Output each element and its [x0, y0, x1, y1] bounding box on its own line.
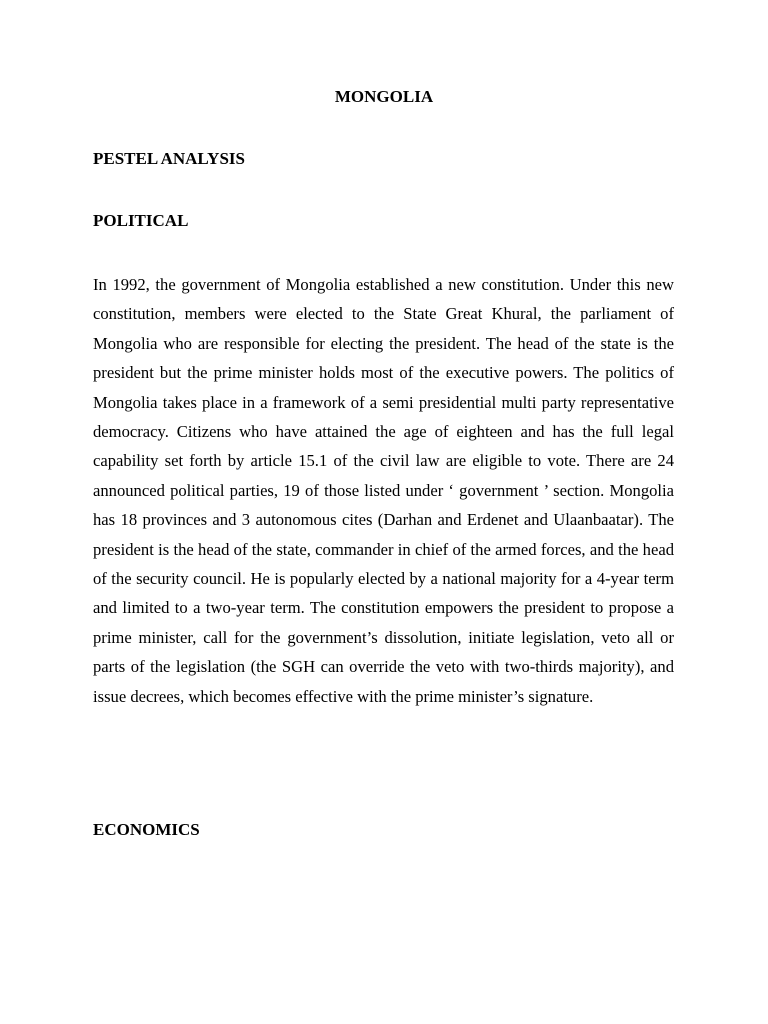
- document-title: MONGOLIA: [334, 87, 434, 106]
- political-paragraph: In 1992, the government of Mongolia established a new constitution. Under this new constitution, members were elected to the State Great Khural, the parliament of Mongolia who are responsible for electing the president. The head of the state is the president but the prime minister holds most of the executive powers. The politics of Mongolia takes place in a framework of a semi presidential multi party representative democracy. Citizens who have attained the age of eighteen and has the full legal capability set forth by article 15.1 of the civil law are eligible to vote. There are 24 announced political parties, 19 of those listed under ‘ government ’ section. Mongolia has 18 provinces and 3 autonomous cites (Darhan and Erdenet and Ulaanbaatar). The president is the head of the state, commander in chief of the armed forces, and the head of the security council. He is popularly elected by a national majority for a 4-year term and limited to a two-year term. The constitution empowers the president to propose a prime minister, call for the government’s dissolution, initiate legislation, veto all or parts of the legislation (the SGH can override the veto with two-thirds majority), and issue decrees, which becomes effective with the prime minister’s signature.: [93, 275, 674, 706]
- section-heading-economics: ECONOMICS: [93, 820, 200, 839]
- section-heading-political: POLITICAL: [93, 211, 189, 230]
- section-heading-pestel: PESTEL ANALYSIS: [93, 149, 245, 168]
